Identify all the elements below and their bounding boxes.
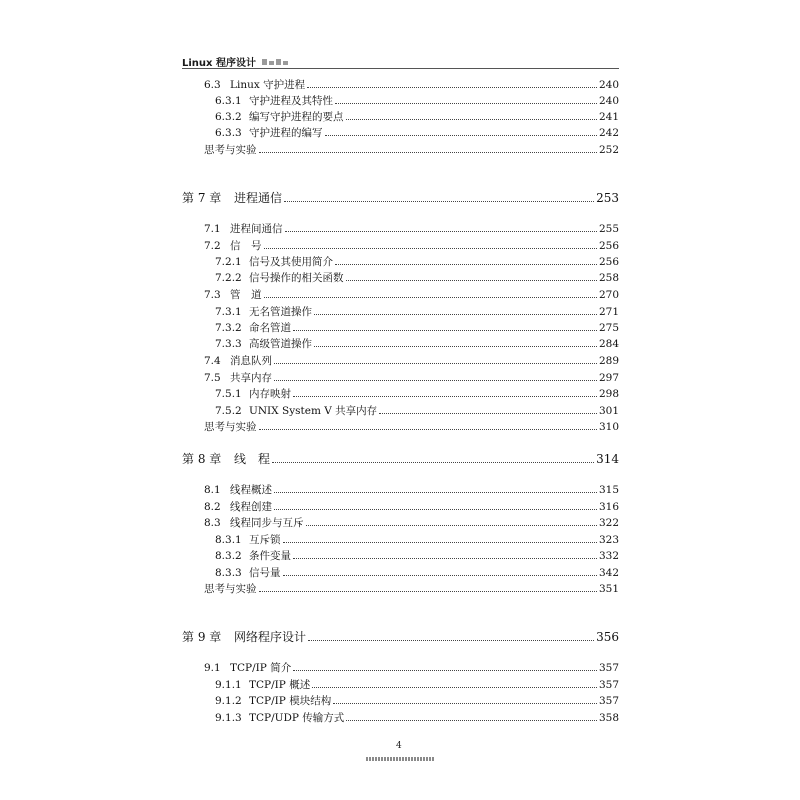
toc-page-number: 258: [598, 272, 619, 284]
toc-row: [215, 305, 619, 319]
toc-number: 9.1.2: [215, 695, 242, 707]
toc-row: [204, 78, 619, 92]
toc-title: 思考与实验: [204, 583, 257, 595]
toc-number: 6.3: [204, 79, 221, 91]
toc-dot-leader: [333, 703, 597, 704]
toc-title: 线程创建: [230, 501, 272, 513]
toc-title: 思考与实验: [204, 421, 257, 433]
toc-title: 守护进程及其特性: [249, 95, 333, 107]
toc-title: 网络程序设计: [234, 630, 307, 644]
toc-row: [204, 661, 619, 675]
toc-row: [204, 288, 619, 302]
toc-page-number: 242: [598, 127, 619, 139]
toc-number: 7.3.1: [215, 306, 242, 318]
toc-title: TCP/IP 概述: [249, 679, 311, 691]
toc-page-number: 271: [598, 306, 619, 318]
toc-row: [215, 94, 619, 108]
toc-number: 8.3.2: [215, 550, 242, 562]
toc-dot-leader: [346, 119, 597, 120]
toc-number: 8.2: [204, 501, 221, 513]
toc-title: 条件变量: [249, 550, 291, 562]
toc-page-number: 240: [598, 95, 619, 107]
toc-row: [215, 711, 619, 725]
toc-title: 互斥锁: [249, 534, 281, 546]
toc-title: 命名管道: [249, 322, 291, 334]
toc-title: 管 道: [230, 289, 262, 301]
toc-dot-leader: [264, 297, 597, 298]
toc-page-number: 351: [598, 583, 619, 595]
toc-title: 线程概述: [230, 484, 272, 496]
toc-page-number: 356: [596, 630, 619, 644]
toc-page-number: 275: [598, 322, 619, 334]
toc-page-number: 289: [598, 355, 619, 367]
toc-title: 高级管道操作: [249, 338, 312, 350]
toc-page-number: 240: [598, 79, 619, 91]
toc-number: 7.4: [204, 355, 221, 367]
toc-page-number: 301: [598, 405, 619, 417]
toc-page-number: 255: [598, 223, 619, 235]
toc-dot-leader: [293, 558, 597, 559]
toc-chapter-row: [182, 190, 619, 206]
toc-dot-leader: [259, 591, 597, 592]
toc-number: 第 7 章: [182, 191, 222, 205]
toc-number: 7.1: [204, 223, 221, 235]
toc-title: UNIX System V 共享内存: [249, 405, 378, 417]
toc-title: 进程通信: [234, 191, 283, 205]
toc-row: [204, 239, 619, 253]
toc-dot-leader: [335, 264, 597, 265]
toc-row: [215, 387, 619, 401]
toc-dot-leader: [283, 542, 597, 543]
toc-number: 8.3: [204, 517, 221, 529]
footer-decoration: [366, 757, 434, 761]
toc-dot-leader: [293, 670, 597, 671]
toc-number: 9.1.3: [215, 712, 242, 724]
toc-dot-leader: [274, 509, 597, 510]
toc-dot-leader: [307, 87, 597, 88]
toc-title: 编写守护进程的要点: [249, 111, 344, 123]
toc-row: [215, 533, 619, 547]
toc-title: 信号及其使用简介: [249, 256, 333, 268]
toc-dot-leader: [325, 135, 597, 136]
toc-row: [204, 371, 619, 385]
toc-page-number: 332: [598, 550, 619, 562]
toc-page-number: 316: [598, 501, 619, 513]
toc-row: [204, 516, 619, 530]
toc-row: [215, 694, 619, 708]
toc-title: TCP/IP 模块结构: [249, 695, 332, 707]
toc-page-number: 256: [598, 256, 619, 268]
toc-page-number: 357: [598, 695, 619, 707]
toc-row: [215, 678, 619, 692]
toc-number: 8.3.3: [215, 567, 242, 579]
toc-number: 第 9 章: [182, 630, 222, 644]
toc-page-number: 315: [598, 484, 619, 496]
toc-row: [204, 500, 619, 514]
toc-dot-leader: [285, 231, 597, 232]
toc-chapter-row: [182, 451, 619, 467]
toc-title: 信 号: [230, 240, 262, 252]
toc-title: 无名管道操作: [249, 306, 312, 318]
toc-row: [204, 143, 619, 157]
toc-page-number: 310: [598, 421, 619, 433]
toc-number: 7.2: [204, 240, 221, 252]
toc-dot-leader: [274, 380, 597, 381]
toc-number: 7.3.2: [215, 322, 242, 334]
toc-number: 6.3.3: [215, 127, 242, 139]
toc-dot-leader: [314, 346, 597, 347]
toc-number: 第 8 章: [182, 452, 222, 466]
toc-row: [215, 126, 619, 140]
toc-row: [204, 582, 619, 596]
toc-row: [215, 255, 619, 269]
toc-number: 7.5.1: [215, 388, 242, 400]
toc-chapter-row: [182, 629, 619, 645]
toc-number: 7.3.3: [215, 338, 242, 350]
toc-number: 7.2.2: [215, 272, 242, 284]
toc-row: [215, 549, 619, 563]
toc-title: 信号量: [249, 567, 281, 579]
toc-title: 思考与实验: [204, 144, 257, 156]
toc-title: 消息队列: [230, 355, 272, 367]
toc-row: [215, 321, 619, 335]
toc-dot-leader: [306, 525, 597, 526]
toc-title: TCP/UDP 传输方式: [249, 712, 345, 724]
toc-page-number: 284: [598, 338, 619, 350]
toc-row: [204, 483, 619, 497]
toc-number: 9.1.1: [215, 679, 242, 691]
toc-page-number: 241: [598, 111, 619, 123]
toc-row: [215, 110, 619, 124]
toc-page-number: 297: [598, 372, 619, 384]
toc-dot-leader: [335, 103, 597, 104]
toc-row: [204, 354, 619, 368]
toc-dot-leader: [259, 152, 597, 153]
toc-dot-leader: [274, 363, 597, 364]
toc-dot-leader: [293, 396, 597, 397]
toc-number: 8.3.1: [215, 534, 242, 546]
toc-row: [204, 420, 619, 434]
toc-dot-leader: [259, 429, 597, 430]
toc-dot-leader: [264, 248, 597, 249]
toc-number: 7.5.2: [215, 405, 242, 417]
toc-dot-leader: [312, 687, 597, 688]
toc-page-number: 322: [598, 517, 619, 529]
toc-page-number: 323: [598, 534, 619, 546]
toc-dot-leader: [379, 413, 597, 414]
page-number: 4: [396, 741, 402, 751]
toc-title: 线 程: [234, 452, 271, 466]
toc-dot-leader: [283, 575, 597, 576]
toc-page-number: 253: [596, 191, 619, 205]
toc-row: [215, 404, 619, 418]
toc-number: 6.3.1: [215, 95, 242, 107]
toc-row: [215, 271, 619, 285]
toc-row: [215, 566, 619, 580]
toc-page-number: 252: [598, 144, 619, 156]
toc-page-number: 256: [598, 240, 619, 252]
toc-dot-leader: [346, 280, 597, 281]
toc-dot-leader: [314, 314, 597, 315]
toc-title: 共享内存: [230, 372, 272, 384]
toc-number: 9.1: [204, 662, 221, 674]
toc-page-number: 298: [598, 388, 619, 400]
toc-number: 7.3: [204, 289, 221, 301]
toc-number: 7.5: [204, 372, 221, 384]
toc-page-number: 342: [598, 567, 619, 579]
toc-page-number: 357: [598, 679, 619, 691]
toc-page-number: 357: [598, 662, 619, 674]
toc-number: 6.3.2: [215, 111, 242, 123]
toc-row: [215, 337, 619, 351]
toc-dot-leader: [272, 462, 594, 463]
toc-dot-leader: [346, 720, 597, 721]
toc-title: 内存映射: [249, 388, 291, 400]
book-title: Linux 程序设计: [182, 58, 256, 69]
toc-number: 7.2.1: [215, 256, 242, 268]
toc-page-number: 314: [596, 452, 619, 466]
toc-page-number: 358: [598, 712, 619, 724]
toc-title: 守护进程的编写: [249, 127, 323, 139]
toc-dot-leader: [274, 492, 597, 493]
toc-number: 8.1: [204, 484, 221, 496]
toc-title: 线程同步与互斥: [230, 517, 304, 529]
toc-dot-leader: [308, 640, 594, 641]
toc-dot-leader: [293, 330, 597, 331]
toc-title: Linux 守护进程: [230, 79, 306, 91]
toc-page-number: 270: [598, 289, 619, 301]
toc-dot-leader: [284, 201, 594, 202]
toc-title: TCP/IP 简介: [230, 662, 292, 674]
toc-title: 信号操作的相关函数: [249, 272, 344, 284]
toc-title: 进程间通信: [230, 223, 283, 235]
toc-row: [204, 222, 619, 236]
